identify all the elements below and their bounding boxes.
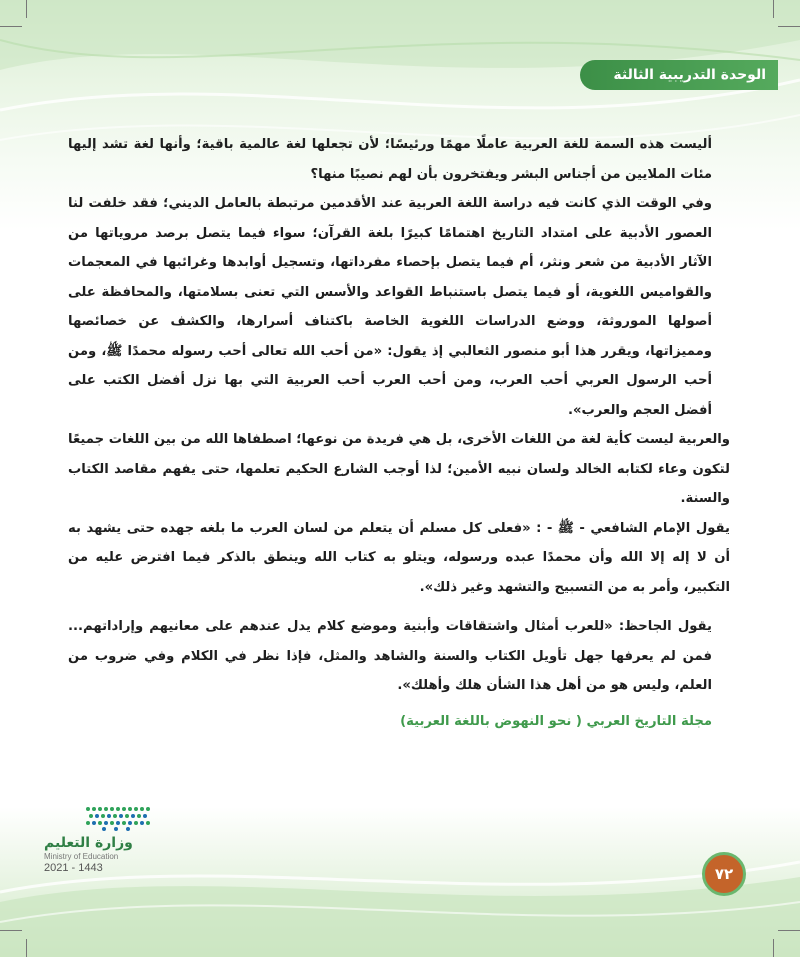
ministry-logo <box>44 805 154 895</box>
crop-mark <box>773 0 774 18</box>
paragraph-3: والعربية ليست كأية لغة من اللغات الأخرى، بل هي فريدة من نوعها؛ اصطفاها الله من بين اللغات جميعًا لتكون وعاء لكتابه الخالد ولسان نبيه الأمين؛ لذا أوجب الشارع الحكيم تعلمها، حتى يفهم مقاصد الكتاب والسنة. <box>68 432 730 506</box>
crop-mark <box>773 939 774 957</box>
crop-mark <box>778 26 800 27</box>
paragraph-5: يقول الجاحظ: «للعرب أمثال واشتقاقات وأبنية وموضع كلام يدل عندهم على معانيهم وإراداتهم... فمن لم يعرفها جهل تأويل الكتاب والسنة والشاهد والمثل، فإذا نظر في الكلام وفي ضروب من العلم، وليس هو من أهل هذا الشأن هلك وأهلك». <box>68 619 712 693</box>
crop-mark <box>0 930 22 931</box>
paragraph-4: يقول الإمام الشافعي - ﷺ - : «فعلى كل مسلم أن يتعلم من لسان العرب ما بلغه جهده حتى يشهد به أن لا إله إلا الله وأن محمدًا عبده ورسوله، ويتلو به كتاب الله وينطق بالذكر فيما افترض عليه من التكبير، وأمر به من التسبيح والتشهد وغير ذلك». <box>68 520 730 595</box>
paragraph-1: أليست هذه السمة للغة العربية عاملًا مهمًا ورئيسًا؛ لأن تجعلها لغة عالمية باقية؛ وأنها لغة تشد إليها مئات الملايين من أجناس البشر ويفتخرون بأن لهم نصيبًا منها؟ <box>68 137 712 182</box>
crop-mark <box>26 939 27 957</box>
crop-mark <box>778 930 800 931</box>
page-number-badge: ٧٢ <box>702 852 746 896</box>
ministry-name-arabic: وزارة التعليم <box>44 835 133 851</box>
crop-mark <box>0 26 22 27</box>
paragraph-2: وفي الوقت الذي كانت فيه دراسة اللغة العربية عند الأقدمين مرتبطة بالعامل الديني؛ فقد خلفت لنا العصور الأدبية على امتداد التاريخ اهتمامًا كبيرًا بلغة القرآن؛ سواء فيما يتصل برصد مروياتها من الآثار الأدبية من شعر ونثر، أم فيما يتصل بإحصاء مفرداتها، وتسجيل أوابدها وغرائبها في المعجمات والقواميس اللغوية، أو فيما يتصل باستنباط القواعد والأسس التي تعنى بسلامتها، والمحافظة على أصولها الموروثة، ووضع الدراسات اللغوية الخاصة باكتناف أسرارها، والكشف عن خصائصها ومميزاتها، ويقرر هذا أبو منصور الثعالبي إذ يقول: «من أحب الله تعالى أحب رسوله محمدًا ﷺ، ومن أحب الرسول العربي أحب العرب، ومن أحب العرب أحب العربية التي بها نزل أفضل الكتب على أفضل العجم والعرب». <box>68 196 712 418</box>
article-body <box>68 130 730 736</box>
unit-title-banner: الوحدة التدريبية الثالثة <box>580 60 778 90</box>
ministry-dots-icon <box>84 805 154 831</box>
academic-year: 2021 - 1443 <box>44 862 103 874</box>
source-citation: مجلة التاريخ العربي ( نحو النهوض باللغة العربية) <box>400 713 712 729</box>
ministry-name-english: Ministry of Education <box>44 852 119 861</box>
crop-mark <box>26 0 27 18</box>
